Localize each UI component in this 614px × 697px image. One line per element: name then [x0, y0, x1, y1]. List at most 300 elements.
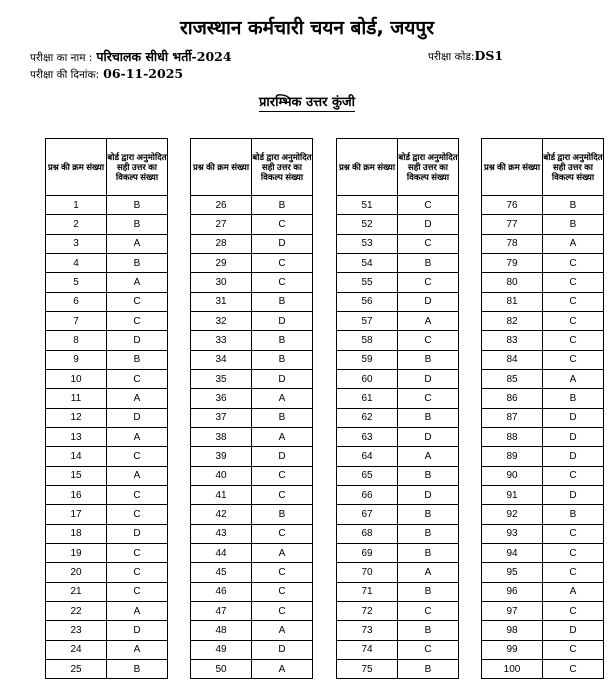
answer-option: A — [398, 563, 459, 582]
question-number: 73 — [337, 621, 398, 640]
table-row — [482, 447, 604, 466]
table-row — [46, 389, 168, 408]
question-number: 87 — [482, 408, 543, 427]
question-number: 61 — [337, 389, 398, 408]
answer-option: C — [543, 253, 604, 272]
answer-option: D — [252, 447, 313, 466]
answer-option: D — [398, 215, 459, 234]
answer-table-3 — [336, 138, 459, 679]
table-row — [337, 659, 459, 678]
answer-option: C — [252, 524, 313, 543]
table-row — [337, 369, 459, 388]
table-row — [482, 427, 604, 446]
question-number: 10 — [46, 369, 107, 388]
question-number: 4 — [46, 253, 107, 272]
table-row — [191, 331, 313, 350]
answer-option: B — [398, 350, 459, 369]
answer-option: B — [398, 621, 459, 640]
table-row — [46, 408, 168, 427]
question-number: 25 — [46, 659, 107, 678]
answer-option: C — [543, 331, 604, 350]
table-row — [337, 621, 459, 640]
question-number: 71 — [337, 582, 398, 601]
question-number: 92 — [482, 505, 543, 524]
question-number: 24 — [46, 640, 107, 659]
table-row — [191, 350, 313, 369]
answer-header: बोर्ड द्वारा अनुमोदित सही उत्तर का विकल्प संख्या — [107, 139, 168, 196]
question-number: 8 — [46, 331, 107, 350]
answer-table-1 — [45, 138, 168, 679]
question-number: 16 — [46, 485, 107, 504]
question-number: 42 — [191, 505, 252, 524]
question-number: 6 — [46, 292, 107, 311]
answer-header: बोर्ड द्वारा अनुमोदित सही उत्तर का विकल्प संख्या — [252, 139, 313, 196]
answer-option: D — [398, 427, 459, 446]
table-row — [46, 234, 168, 253]
answer-option: C — [543, 543, 604, 562]
answer-option: A — [252, 621, 313, 640]
answer-option: C — [107, 505, 168, 524]
table-row — [46, 563, 168, 582]
table-row — [191, 466, 313, 485]
table-row — [337, 505, 459, 524]
question-number: 35 — [191, 369, 252, 388]
question-number: 18 — [46, 524, 107, 543]
table-row — [46, 447, 168, 466]
answer-option: D — [252, 369, 313, 388]
table-row — [46, 466, 168, 485]
question-number: 41 — [191, 485, 252, 504]
question-number: 83 — [482, 331, 543, 350]
question-number: 40 — [191, 466, 252, 485]
question-number: 11 — [46, 389, 107, 408]
answer-option: B — [252, 292, 313, 311]
table-row — [337, 253, 459, 272]
table-row — [482, 311, 604, 330]
answer-option: B — [543, 215, 604, 234]
question-number: 86 — [482, 389, 543, 408]
question-number: 53 — [337, 234, 398, 253]
answer-option: C — [543, 466, 604, 485]
answer-table-4 — [481, 138, 604, 679]
table-row — [337, 427, 459, 446]
question-number: 50 — [191, 659, 252, 678]
exam-date: 06-11-2025 — [103, 66, 184, 81]
answer-option: C — [543, 350, 604, 369]
table-row — [337, 389, 459, 408]
table-row — [46, 601, 168, 620]
table-row — [337, 601, 459, 620]
answer-option: C — [398, 273, 459, 292]
answer-option: A — [543, 582, 604, 601]
table-row — [191, 253, 313, 272]
question-number: 60 — [337, 369, 398, 388]
question-number: 70 — [337, 563, 398, 582]
answer-option: B — [252, 505, 313, 524]
table-row — [482, 659, 604, 678]
answer-option: C — [543, 659, 604, 678]
answer-option: A — [252, 427, 313, 446]
question-number: 72 — [337, 601, 398, 620]
answer-option: C — [543, 273, 604, 292]
answer-option: B — [107, 350, 168, 369]
table-row — [191, 196, 313, 215]
question-number: 19 — [46, 543, 107, 562]
question-number: 30 — [191, 273, 252, 292]
answer-option: C — [543, 311, 604, 330]
answer-option: C — [107, 485, 168, 504]
exam-date-label: परीक्षा की दिनांक: — [30, 69, 100, 81]
question-number: 59 — [337, 350, 398, 369]
table-row — [46, 273, 168, 292]
answer-option: A — [252, 659, 313, 678]
answer-option: D — [543, 485, 604, 504]
table-row — [191, 659, 313, 678]
table-row — [46, 311, 168, 330]
answer-option: B — [252, 350, 313, 369]
answer-option: C — [107, 311, 168, 330]
question-number: 93 — [482, 524, 543, 543]
exam-name: परिचालक सीधी भर्ती-2024 — [96, 49, 232, 64]
answer-option: B — [107, 253, 168, 272]
table-row — [337, 640, 459, 659]
answer-option: C — [398, 331, 459, 350]
question-number: 69 — [337, 543, 398, 562]
answer-option: B — [398, 466, 459, 485]
table-row — [191, 215, 313, 234]
question-number: 66 — [337, 485, 398, 504]
table-row — [46, 582, 168, 601]
table-row — [337, 273, 459, 292]
question-number: 97 — [482, 601, 543, 620]
exam-date-line — [30, 66, 183, 82]
question-number: 95 — [482, 563, 543, 582]
table-row — [482, 582, 604, 601]
table-row — [191, 640, 313, 659]
answer-option: A — [252, 389, 313, 408]
table-row — [191, 427, 313, 446]
answer-option: B — [398, 505, 459, 524]
question-number: 3 — [46, 234, 107, 253]
question-number: 79 — [482, 253, 543, 272]
table-row — [337, 543, 459, 562]
question-number: 88 — [482, 427, 543, 446]
table-row — [46, 292, 168, 311]
answer-option: C — [252, 273, 313, 292]
answer-option: A — [252, 543, 313, 562]
answer-option: A — [398, 447, 459, 466]
question-number: 84 — [482, 350, 543, 369]
question-number: 47 — [191, 601, 252, 620]
answer-option: C — [252, 563, 313, 582]
exam-name-label: परीक्षा का नाम : — [30, 52, 93, 64]
table-row — [482, 292, 604, 311]
question-no-header: प्रश्न की क्रम संख्या — [482, 139, 543, 196]
table-row — [191, 447, 313, 466]
question-number: 29 — [191, 253, 252, 272]
table-row — [46, 621, 168, 640]
table-row — [191, 543, 313, 562]
answer-header: बोर्ड द्वारा अनुमोदित सही उत्तर का विकल्प संख्या — [398, 139, 459, 196]
table-row — [482, 273, 604, 292]
answer-option: C — [252, 601, 313, 620]
table-row — [191, 582, 313, 601]
question-number: 48 — [191, 621, 252, 640]
table-row — [191, 292, 313, 311]
answer-option: A — [543, 234, 604, 253]
table-row — [191, 408, 313, 427]
question-number: 99 — [482, 640, 543, 659]
question-number: 52 — [337, 215, 398, 234]
table-row — [337, 563, 459, 582]
table-row — [337, 466, 459, 485]
table-row — [482, 215, 604, 234]
question-number: 44 — [191, 543, 252, 562]
question-number: 64 — [337, 447, 398, 466]
answer-option: A — [107, 601, 168, 620]
question-number: 37 — [191, 408, 252, 427]
answer-option: C — [107, 447, 168, 466]
question-number: 54 — [337, 253, 398, 272]
table-row — [482, 485, 604, 504]
table-row — [191, 234, 313, 253]
table-row — [46, 253, 168, 272]
question-number: 15 — [46, 466, 107, 485]
answer-option: B — [398, 582, 459, 601]
answer-key-subtitle: प्रारम्भिक उत्तर कुंजी — [259, 95, 355, 110]
answer-option: B — [107, 196, 168, 215]
answer-option: B — [398, 408, 459, 427]
answer-header: बोर्ड द्वारा अनुमोदित सही उत्तर का विकल्प संख्या — [543, 139, 604, 196]
table-row — [337, 350, 459, 369]
answer-option: C — [107, 582, 168, 601]
question-number: 78 — [482, 234, 543, 253]
answer-option: D — [543, 621, 604, 640]
answer-option: B — [543, 196, 604, 215]
answer-option: B — [398, 524, 459, 543]
table-row — [482, 563, 604, 582]
question-number: 46 — [191, 582, 252, 601]
table-row — [337, 331, 459, 350]
answer-option: D — [107, 331, 168, 350]
table-header-row — [46, 139, 168, 196]
question-number: 94 — [482, 543, 543, 562]
answer-option: C — [107, 292, 168, 311]
table-row — [337, 234, 459, 253]
question-number: 57 — [337, 311, 398, 330]
answer-option: B — [398, 253, 459, 272]
answer-option: B — [107, 659, 168, 678]
table-row — [337, 196, 459, 215]
answer-option: D — [252, 640, 313, 659]
question-number: 65 — [337, 466, 398, 485]
table-row — [46, 196, 168, 215]
answer-option: C — [398, 389, 459, 408]
table-row — [46, 543, 168, 562]
table-row — [191, 524, 313, 543]
table-row — [191, 311, 313, 330]
answer-option: D — [543, 408, 604, 427]
question-number: 74 — [337, 640, 398, 659]
page-title: राजस्थान कर्मचारी चयन बोर्ड, जयपुर — [180, 17, 434, 39]
answer-option: B — [543, 389, 604, 408]
table-row — [337, 311, 459, 330]
table-row — [46, 659, 168, 678]
answer-option: A — [107, 427, 168, 446]
table-row — [337, 582, 459, 601]
table-row — [482, 505, 604, 524]
question-number: 80 — [482, 273, 543, 292]
table-header-row — [191, 139, 313, 196]
table-row — [46, 369, 168, 388]
question-number: 49 — [191, 640, 252, 659]
answer-option: D — [398, 369, 459, 388]
table-row — [482, 331, 604, 350]
table-row — [482, 621, 604, 640]
question-number: 55 — [337, 273, 398, 292]
answer-option: C — [252, 466, 313, 485]
answer-option: C — [398, 234, 459, 253]
table-row — [482, 389, 604, 408]
question-number: 2 — [46, 215, 107, 234]
question-number: 62 — [337, 408, 398, 427]
answer-option: A — [107, 389, 168, 408]
answer-option: C — [252, 253, 313, 272]
table-row — [337, 447, 459, 466]
question-no-header: प्रश्न की क्रम संख्या — [191, 139, 252, 196]
answer-option: C — [107, 369, 168, 388]
table-row — [46, 524, 168, 543]
answer-option: D — [252, 311, 313, 330]
question-number: 28 — [191, 234, 252, 253]
answer-option: D — [107, 408, 168, 427]
table-header-row — [337, 139, 459, 196]
question-number: 58 — [337, 331, 398, 350]
table-row — [191, 563, 313, 582]
question-number: 1 — [46, 196, 107, 215]
table-row — [191, 485, 313, 504]
answer-option: C — [398, 601, 459, 620]
answer-option: C — [543, 601, 604, 620]
table-row — [46, 505, 168, 524]
answer-option: C — [543, 524, 604, 543]
table-row — [191, 505, 313, 524]
answer-option: B — [252, 331, 313, 350]
question-number: 14 — [46, 447, 107, 466]
answer-option: C — [107, 543, 168, 562]
table-row — [337, 292, 459, 311]
question-number: 5 — [46, 273, 107, 292]
table-row — [482, 253, 604, 272]
question-number: 68 — [337, 524, 398, 543]
answer-option: D — [543, 427, 604, 446]
question-number: 89 — [482, 447, 543, 466]
answer-option: D — [252, 234, 313, 253]
answer-option: B — [252, 196, 313, 215]
answer-option: B — [398, 659, 459, 678]
question-number: 75 — [337, 659, 398, 678]
answer-option: C — [252, 215, 313, 234]
question-number: 36 — [191, 389, 252, 408]
question-number: 23 — [46, 621, 107, 640]
table-row — [191, 273, 313, 292]
answer-option: B — [398, 543, 459, 562]
question-number: 85 — [482, 369, 543, 388]
answer-option: A — [543, 369, 604, 388]
question-number: 90 — [482, 466, 543, 485]
question-number: 81 — [482, 292, 543, 311]
question-number: 27 — [191, 215, 252, 234]
table-row — [482, 543, 604, 562]
question-number: 20 — [46, 563, 107, 582]
answer-option: C — [543, 563, 604, 582]
question-number: 56 — [337, 292, 398, 311]
answer-option: C — [543, 292, 604, 311]
answer-option: D — [398, 292, 459, 311]
exam-code-label: परीक्षा कोड: — [428, 51, 475, 63]
table-row — [191, 621, 313, 640]
answer-option: A — [107, 640, 168, 659]
answer-option: B — [543, 505, 604, 524]
question-number: 21 — [46, 582, 107, 601]
question-number: 7 — [46, 311, 107, 330]
table-row — [46, 331, 168, 350]
question-number: 34 — [191, 350, 252, 369]
table-header-row — [482, 139, 604, 196]
table-row — [337, 215, 459, 234]
question-number: 38 — [191, 427, 252, 446]
table-row — [191, 389, 313, 408]
table-row — [337, 524, 459, 543]
table-row — [482, 196, 604, 215]
question-number: 43 — [191, 524, 252, 543]
question-number: 100 — [482, 659, 543, 678]
answer-option: B — [107, 215, 168, 234]
exam-name-line — [30, 48, 232, 65]
table-row — [482, 408, 604, 427]
question-number: 17 — [46, 505, 107, 524]
question-number: 76 — [482, 196, 543, 215]
exam-code-line — [428, 48, 503, 64]
table-row — [482, 601, 604, 620]
table-row — [46, 485, 168, 504]
table-row — [482, 524, 604, 543]
table-row — [337, 408, 459, 427]
question-number: 31 — [191, 292, 252, 311]
table-row — [337, 485, 459, 504]
table-row — [482, 369, 604, 388]
question-no-header: प्रश्न की क्रम संख्या — [46, 139, 107, 196]
answer-option: D — [107, 524, 168, 543]
exam-code: DS1 — [474, 48, 504, 63]
question-number: 77 — [482, 215, 543, 234]
question-number: 26 — [191, 196, 252, 215]
answer-option: C — [543, 640, 604, 659]
question-number: 67 — [337, 505, 398, 524]
table-row — [482, 234, 604, 253]
answer-table-2 — [190, 138, 313, 679]
question-no-header: प्रश्न की क्रम संख्या — [337, 139, 398, 196]
question-number: 96 — [482, 582, 543, 601]
table-row — [191, 601, 313, 620]
table-row — [191, 369, 313, 388]
question-number: 12 — [46, 408, 107, 427]
question-number: 32 — [191, 311, 252, 330]
question-number: 39 — [191, 447, 252, 466]
answer-option: A — [107, 234, 168, 253]
answer-option: C — [252, 485, 313, 504]
answer-option: A — [107, 466, 168, 485]
